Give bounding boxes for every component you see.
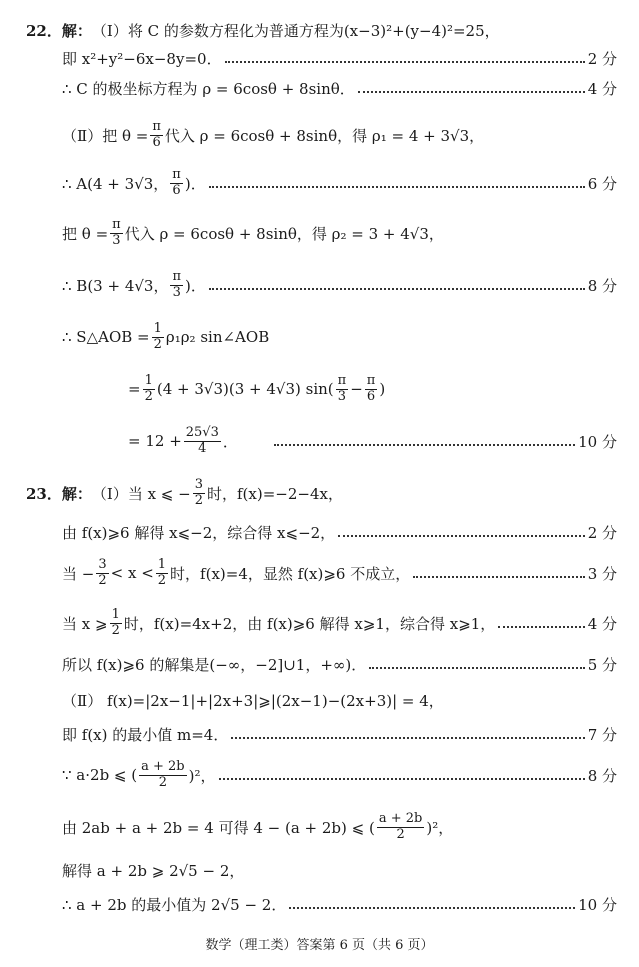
- close-paren: ): [379, 380, 386, 398]
- fraction-denominator: 2: [157, 572, 167, 588]
- fraction-numerator: a + 2b: [141, 759, 185, 775]
- q23-minimum-m: 即 f(x) 的最小值 m=4．: [62, 725, 229, 744]
- q22-point-a: ∴ A(4 + 3√3，: [62, 174, 169, 193]
- score-label: 8 分: [587, 276, 617, 295]
- dot-leader: [209, 288, 585, 290]
- dot-leader: [289, 907, 575, 909]
- fraction: [156, 558, 168, 588]
- score-label: 10 分: [578, 432, 617, 451]
- fraction: [96, 558, 108, 588]
- fraction-denominator: 2: [396, 826, 405, 842]
- fraction-numerator: 1: [144, 373, 153, 389]
- fraction: [143, 374, 155, 404]
- fraction-denominator: 2: [98, 572, 107, 588]
- score-label: 8 分: [587, 766, 617, 785]
- q22-line-2: [0, 44, 639, 72]
- q22-rho2-text: 代入 ρ = 6cosθ + 8sinθ，得 ρ₂ = 3 + 4√3，: [124, 224, 444, 243]
- q22-point-b: ∴ B(3 + 4√3，: [62, 276, 169, 295]
- q22-line-9: [0, 372, 639, 406]
- q22-point-b-close: )．: [185, 276, 206, 295]
- fraction-numerator: π: [152, 119, 161, 135]
- fraction: [152, 322, 164, 352]
- q22-line-4: [0, 118, 639, 152]
- q22-line-7: [0, 268, 639, 302]
- q23-solution-set: 所以 f(x)⩾6 的解集是(−∞，−2]∪1，+∞)．: [62, 655, 367, 674]
- q22-jie: 解：: [61, 21, 92, 40]
- equals-sign: =: [128, 380, 141, 398]
- fraction-numerator: π: [172, 269, 182, 285]
- q23-case3-intro: 当 x ⩾: [62, 614, 108, 633]
- q23-jie: 解：: [61, 484, 92, 503]
- fraction: [110, 608, 122, 638]
- q22-line-5: [0, 166, 639, 200]
- fraction: [170, 168, 183, 198]
- q23-case3-result: 时，f(x)=4x+2，由 f(x)⩾6 解得 x⩾1，综合得 x⩾1，: [123, 614, 496, 633]
- q23-case2-intro: 当 −: [62, 564, 95, 583]
- q22-line-8: [0, 320, 639, 354]
- dot-leader: [498, 626, 584, 628]
- q23-case1-solution: 由 f(x)⩾6 解得 x⩽−2，综合得 x⩽−2，: [62, 523, 336, 542]
- fraction-numerator: 25√3: [185, 425, 219, 441]
- q23-solve-bound: 解得 a + 2b ⩾ 2√5 − 2，: [62, 861, 245, 880]
- fraction-denominator: 3: [172, 284, 181, 300]
- fraction-denominator: 2: [111, 622, 120, 638]
- fraction: [150, 120, 163, 150]
- score-label: 10 分: [578, 895, 617, 914]
- q23-case2-result: 时，f(x)=4，显然 f(x)⩾6 不成立，: [170, 564, 411, 583]
- score-label: 4 分: [587, 614, 617, 633]
- fraction-numerator: π: [337, 373, 347, 389]
- q22-area-product: (4 + 3√3)(3 + 4√3) sin(: [156, 380, 334, 398]
- q23-derived-inequality-close: )²，: [426, 818, 454, 837]
- fraction-denominator: 3: [337, 388, 347, 404]
- q22-rho1-text: 代入 ρ = 6cosθ + 8sinθ，得 ρ₁ = 4 + 3√3，: [164, 126, 485, 145]
- q23-line-1: [0, 476, 639, 510]
- q22-part2-intro: （Ⅱ）把 θ =: [62, 126, 149, 145]
- fraction: [336, 374, 349, 404]
- q23-case1-intro: （Ⅰ）当 x ⩽ −: [91, 484, 191, 503]
- q23-line-10: [0, 856, 639, 884]
- fraction-numerator: 1: [157, 557, 167, 573]
- fraction: [365, 374, 378, 404]
- dot-leader: [225, 61, 585, 63]
- fraction-denominator: 4: [198, 440, 207, 456]
- score-label: 2 分: [587, 49, 617, 68]
- fraction-numerator: 1: [111, 607, 120, 623]
- q23-line-2: [0, 518, 639, 546]
- q23-line-3: [0, 556, 639, 590]
- q22-line-1: [0, 16, 639, 44]
- fraction-denominator: 6: [366, 388, 376, 404]
- q23-line-7: [0, 720, 639, 748]
- fraction: [170, 270, 183, 300]
- q22-area-formula-rest: ρ₁ρ₂ sin∠AOB: [165, 328, 270, 346]
- dot-leader: [413, 576, 584, 578]
- q22-polar-equation: ∴ C 的极坐标方程为 ρ = 6cosθ + 8sinθ．: [62, 79, 355, 98]
- fraction-numerator: π: [172, 167, 181, 183]
- dot-leader: [338, 535, 585, 537]
- fraction-denominator: 6: [152, 134, 161, 150]
- q23-am-gm: ∵ a·2b ⩽ (: [62, 766, 138, 784]
- fraction-numerator: 1: [153, 321, 162, 337]
- q22-substitute-intro: 把 θ =: [62, 224, 109, 243]
- q22-line-10: [0, 424, 639, 458]
- fraction-denominator: 2: [158, 774, 168, 790]
- q22-area-formula: ∴ S△AOB =: [62, 328, 150, 346]
- fraction: [193, 478, 205, 508]
- q22-number: 22．: [26, 21, 62, 40]
- fraction: [377, 812, 425, 842]
- dot-leader: [231, 737, 584, 739]
- dot-leader: [369, 667, 584, 669]
- q23-case2-inequality: < x <: [110, 564, 154, 582]
- q23-line-5: [0, 650, 639, 678]
- q23-line-8: [0, 756, 639, 794]
- dot-leader: [219, 778, 585, 780]
- fraction-numerator: π: [112, 217, 121, 233]
- fraction-denominator: 2: [144, 388, 153, 404]
- page-footer: 数学（理工类）答案第 6 页（共 6 页）: [205, 938, 434, 953]
- q23-number: 23．: [26, 484, 62, 503]
- q22-general-equation: 即 x²+y²−6x−8y=0．: [62, 49, 222, 68]
- score-label: 2 分: [587, 523, 617, 542]
- fraction-numerator: 3: [98, 557, 107, 573]
- fraction-denominator: 2: [153, 336, 162, 352]
- score-label: 4 分: [587, 79, 617, 98]
- fraction-numerator: π: [366, 373, 376, 389]
- q23-minimum-value: ∴ a + 2b 的最小值为 2√5 − 2．: [62, 895, 287, 914]
- dot-leader: [358, 91, 585, 93]
- q23-line-6: [0, 686, 639, 714]
- score-label: 5 分: [587, 655, 617, 674]
- fraction-denominator: 3: [112, 232, 121, 248]
- q23-derived-inequality: 由 2ab + a + 2b = 4 可得 4 − (a + 2b) ⩽ (: [62, 818, 375, 837]
- score-label: 7 分: [587, 725, 617, 744]
- q23-line-11: [0, 890, 639, 918]
- fraction-numerator: a + 2b: [378, 811, 423, 827]
- q23-case1-function: 时，f(x)=−2−4x，: [207, 484, 343, 503]
- q23-line-9: [0, 808, 639, 846]
- fraction: [139, 760, 187, 790]
- fraction: [184, 426, 221, 456]
- fraction-denominator: 6: [172, 182, 181, 198]
- period: ．: [222, 432, 238, 451]
- q22-line-6: [0, 216, 639, 250]
- dot-leader: [274, 444, 575, 446]
- q22-point-a-close: )．: [184, 174, 206, 193]
- fraction-denominator: 2: [194, 492, 203, 508]
- fraction-numerator: 3: [194, 477, 203, 493]
- q23-am-gm-close: )²，: [188, 766, 216, 785]
- fraction: [110, 218, 123, 248]
- q22-line-3: [0, 74, 639, 102]
- score-label: 6 分: [587, 174, 617, 193]
- q23-part2-inequality: （Ⅱ） f(x)=|2x−1|+|2x+3|⩾|(2x−1)−(2x+3)| = 4，: [62, 691, 444, 710]
- q23-line-4: [0, 606, 639, 640]
- q22-area-result: = 12 +: [128, 432, 182, 450]
- minus-sign: −: [350, 380, 363, 398]
- dot-leader: [209, 186, 585, 188]
- q22-part1-text: （Ⅰ）将 C 的参数方程化为普通方程为(x−3)²+(y−4)²=25，: [91, 21, 500, 40]
- score-label: 3 分: [587, 564, 617, 583]
